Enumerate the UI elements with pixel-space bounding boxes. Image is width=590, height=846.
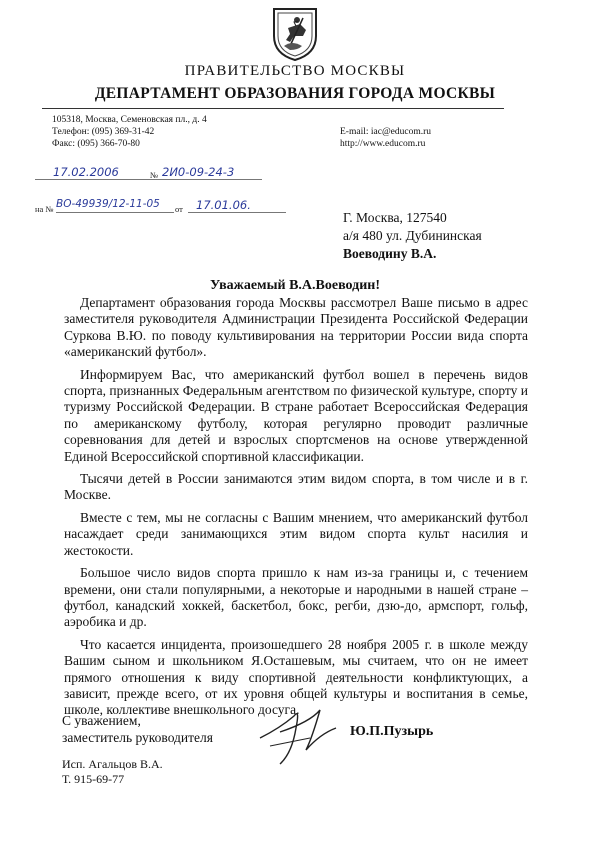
email-line: E-mail: iac@educom.ru bbox=[340, 127, 432, 137]
outgoing-number: 2И0-09-24-3 bbox=[162, 165, 262, 180]
executor-phone: Т. 915-69-77 bbox=[62, 772, 125, 786]
signatory-name: Ю.П.Пузырь bbox=[350, 724, 434, 739]
online-contacts bbox=[340, 126, 431, 150]
recipient-address: а/я 480 ул. Дубининская bbox=[343, 228, 482, 243]
incoming-number: ВО-49939/12-11-05 bbox=[56, 198, 174, 213]
contact-block bbox=[52, 114, 207, 150]
body-paragraph: Тысячи детей в России занимаются этим видом спорта, в том числе и в г. Москве. bbox=[64, 471, 528, 503]
phone-line: Телефон: (095) 369-31-42 bbox=[52, 127, 155, 137]
body-paragraph: Большое число видов спорта пришло к нам из-за границы и, с течением времени, они стали популярными, а некоторые и народными в нашей стране – футбол, канадский хоккей, баскетбол, бокс, регби, дзю-до, армспорт, гольф, аэробика и др. bbox=[64, 565, 528, 630]
closing-block bbox=[62, 712, 213, 746]
signatory-position: заместитель руководителя bbox=[62, 730, 213, 745]
closing-regards: С уважением, bbox=[62, 713, 141, 728]
department-name: ДЕПАРТАМЕНТ ОБРАЗОВАНИЯ ГОРОДА МОСКВЫ bbox=[94, 85, 496, 102]
government-name: ПРАВИТЕЛЬСТВО МОСКВЫ bbox=[184, 63, 406, 79]
moscow-coat-of-arms-icon bbox=[270, 6, 320, 62]
ref-from-label: от bbox=[175, 204, 183, 214]
body-paragraph: Что касается инцидента, произошедшего 28 ноября 2005 г. в школе между Вашим сыном и школьником Я.Осташевым, мы считаем, что он не имеет прямого отношения к виду спортивной деятельности конфликтующих, а зависит, прежде всего, от их уровня общей культуры и воспитания в семье, школе, коллективе внешкольного досуга. bbox=[64, 636, 528, 718]
recipient-block bbox=[343, 209, 482, 263]
executor-block bbox=[62, 757, 163, 787]
executor-name: Исп. Агальцов В.А. bbox=[62, 757, 163, 771]
header-divider bbox=[42, 108, 504, 109]
number-prefix: № bbox=[150, 170, 159, 180]
address-line: 105318, Москва, Семеновская пл., д. 4 bbox=[52, 115, 207, 125]
body-paragraph: Вместе с тем, мы не согласны с Вашим мнением, что американский футбол насаждает среди занимающихся этим видом спорта культ насилия и жестокости. bbox=[64, 509, 528, 558]
incoming-date: 17.01.06. bbox=[188, 198, 286, 213]
ref-prefix: на № bbox=[35, 204, 54, 214]
letter-body bbox=[64, 295, 528, 725]
salutation: Уважаемый В.А.Воеводин! bbox=[209, 278, 381, 293]
recipient-city: Г. Москва, 127540 bbox=[343, 210, 447, 225]
body-paragraph: Информируем Вас, что американский футбол вошел в перечень видов спорта, признанных Федеральным агентством по физической культуре, спорту и туризму Российской Федерации. В стране работает Всероссийская Федерация по американскому футболу, которая регулярно проводит различные соревнования для детей и взрослых спортсменов на основе утвержденной Единой Всероссийской спортивной классификации. bbox=[64, 366, 528, 464]
fax-line: Факс: (095) 366-70-80 bbox=[52, 139, 140, 149]
handwritten-signature bbox=[250, 698, 346, 770]
recipient-name: Воеводину В.А. bbox=[343, 246, 437, 261]
body-paragraph: Департамент образования города Москвы рассмотрел Ваше письмо в адрес заместителя руководителя Администрации Президента Российской Федерации Суркова В.Ю. по поводу культивирования на территории России вида спорта «американский футбол». bbox=[64, 295, 528, 360]
website-link: http://www.educom.ru bbox=[340, 139, 426, 149]
outgoing-date: 17.02.2006 bbox=[35, 165, 163, 180]
